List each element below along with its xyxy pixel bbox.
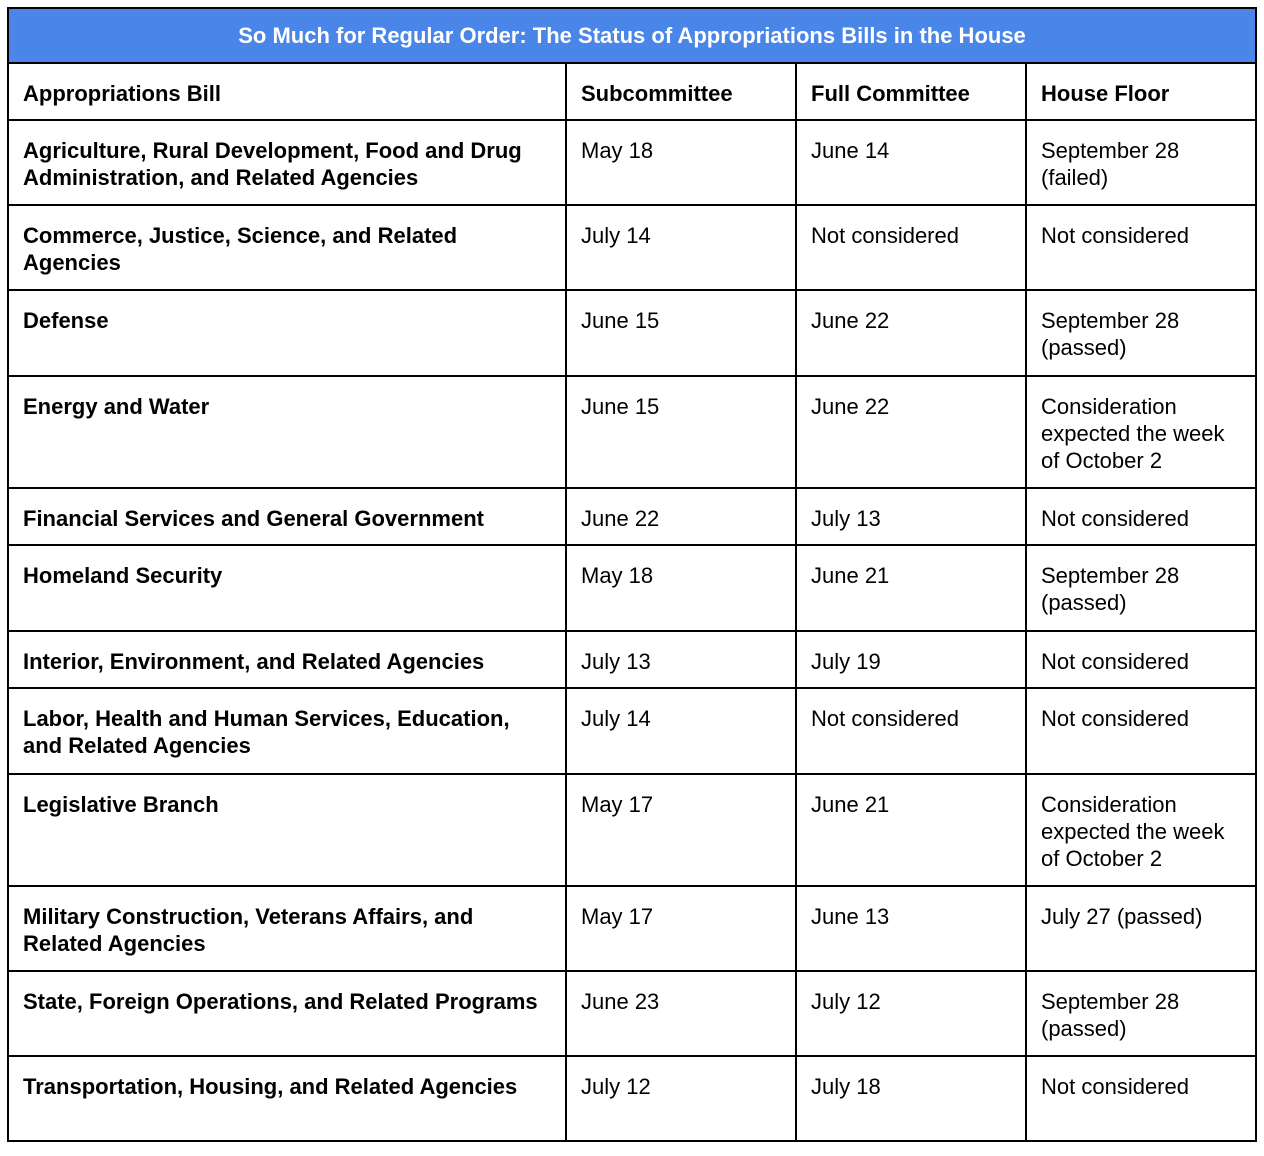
table-row <box>8 205 1256 290</box>
header-appropriations-bill: Appropriations Bill <box>8 63 566 120</box>
subcommittee-date-cell: June 22 <box>566 488 796 545</box>
house-floor-status-cell: September 28 (passed) <box>1026 545 1256 631</box>
subcommittee-date-cell: June 15 <box>566 290 796 376</box>
bill-name-cell: Interior, Environment, and Related Agencies <box>8 631 566 688</box>
full-committee-date-cell: June 22 <box>796 290 1026 376</box>
full-committee-date-cell: Not considered <box>796 688 1026 774</box>
bill-name-cell: Defense <box>8 290 566 376</box>
bill-name-cell: Labor, Health and Human Services, Education, and Related Agencies <box>8 688 566 774</box>
table-row <box>8 774 1256 886</box>
bill-name-cell: Commerce, Justice, Science, and Related Agencies <box>8 205 566 290</box>
bill-name-cell: Energy and Water <box>8 376 566 488</box>
house-floor-status-cell: September 28 (failed) <box>1026 120 1256 205</box>
table-row <box>8 688 1256 774</box>
bill-name-cell: Legislative Branch <box>8 774 566 886</box>
header-row <box>8 63 1256 120</box>
title-row <box>8 8 1256 63</box>
table-row <box>8 971 1256 1056</box>
table-row <box>8 631 1256 688</box>
subcommittee-date-cell: May 17 <box>566 886 796 971</box>
house-floor-status-cell: Consideration expected the week of October 2 <box>1026 774 1256 886</box>
table-row <box>8 545 1256 631</box>
house-floor-status-cell: September 28 (passed) <box>1026 971 1256 1056</box>
house-floor-status-cell: September 28 (passed) <box>1026 290 1256 376</box>
table-row <box>8 1056 1256 1141</box>
table-row <box>8 376 1256 488</box>
table-row <box>8 488 1256 545</box>
full-committee-date-cell: July 19 <box>796 631 1026 688</box>
house-floor-status-cell: Not considered <box>1026 205 1256 290</box>
full-committee-date-cell: July 13 <box>796 488 1026 545</box>
table-row <box>8 886 1256 971</box>
full-committee-date-cell: June 13 <box>796 886 1026 971</box>
full-committee-date-cell: June 21 <box>796 774 1026 886</box>
full-committee-date-cell: June 14 <box>796 120 1026 205</box>
appropriations-table-container <box>7 7 1257 1142</box>
subcommittee-date-cell: May 18 <box>566 120 796 205</box>
subcommittee-date-cell: June 15 <box>566 376 796 488</box>
subcommittee-date-cell: July 14 <box>566 688 796 774</box>
bill-name-cell: Homeland Security <box>8 545 566 631</box>
header-house-floor: House Floor <box>1026 63 1256 120</box>
bill-name-cell: Transportation, Housing, and Related Agencies <box>8 1056 566 1141</box>
house-floor-status-cell: July 27 (passed) <box>1026 886 1256 971</box>
bill-name-cell: Military Construction, Veterans Affairs, and Related Agencies <box>8 886 566 971</box>
house-floor-status-cell: Consideration expected the week of October 2 <box>1026 376 1256 488</box>
full-committee-date-cell: June 22 <box>796 376 1026 488</box>
full-committee-date-cell: Not considered <box>796 205 1026 290</box>
bill-name-cell: State, Foreign Operations, and Related Programs <box>8 971 566 1056</box>
table-row <box>8 120 1256 205</box>
subcommittee-date-cell: June 23 <box>566 971 796 1056</box>
table-title: So Much for Regular Order: The Status of Appropriations Bills in the House <box>8 8 1256 63</box>
subcommittee-date-cell: July 14 <box>566 205 796 290</box>
bill-name-cell: Agriculture, Rural Development, Food and Drug Administration, and Related Agencies <box>8 120 566 205</box>
full-committee-date-cell: July 18 <box>796 1056 1026 1141</box>
subcommittee-date-cell: July 13 <box>566 631 796 688</box>
header-subcommittee: Subcommittee <box>566 63 796 120</box>
subcommittee-date-cell: May 17 <box>566 774 796 886</box>
house-floor-status-cell: Not considered <box>1026 488 1256 545</box>
full-committee-date-cell: July 12 <box>796 971 1026 1056</box>
house-floor-status-cell: Not considered <box>1026 631 1256 688</box>
subcommittee-date-cell: May 18 <box>566 545 796 631</box>
subcommittee-date-cell: July 12 <box>566 1056 796 1141</box>
table-row <box>8 290 1256 376</box>
appropriations-table <box>7 7 1257 1142</box>
full-committee-date-cell: June 21 <box>796 545 1026 631</box>
house-floor-status-cell: Not considered <box>1026 688 1256 774</box>
house-floor-status-cell: Not considered <box>1026 1056 1256 1141</box>
bill-name-cell: Financial Services and General Government <box>8 488 566 545</box>
header-full-committee: Full Committee <box>796 63 1026 120</box>
